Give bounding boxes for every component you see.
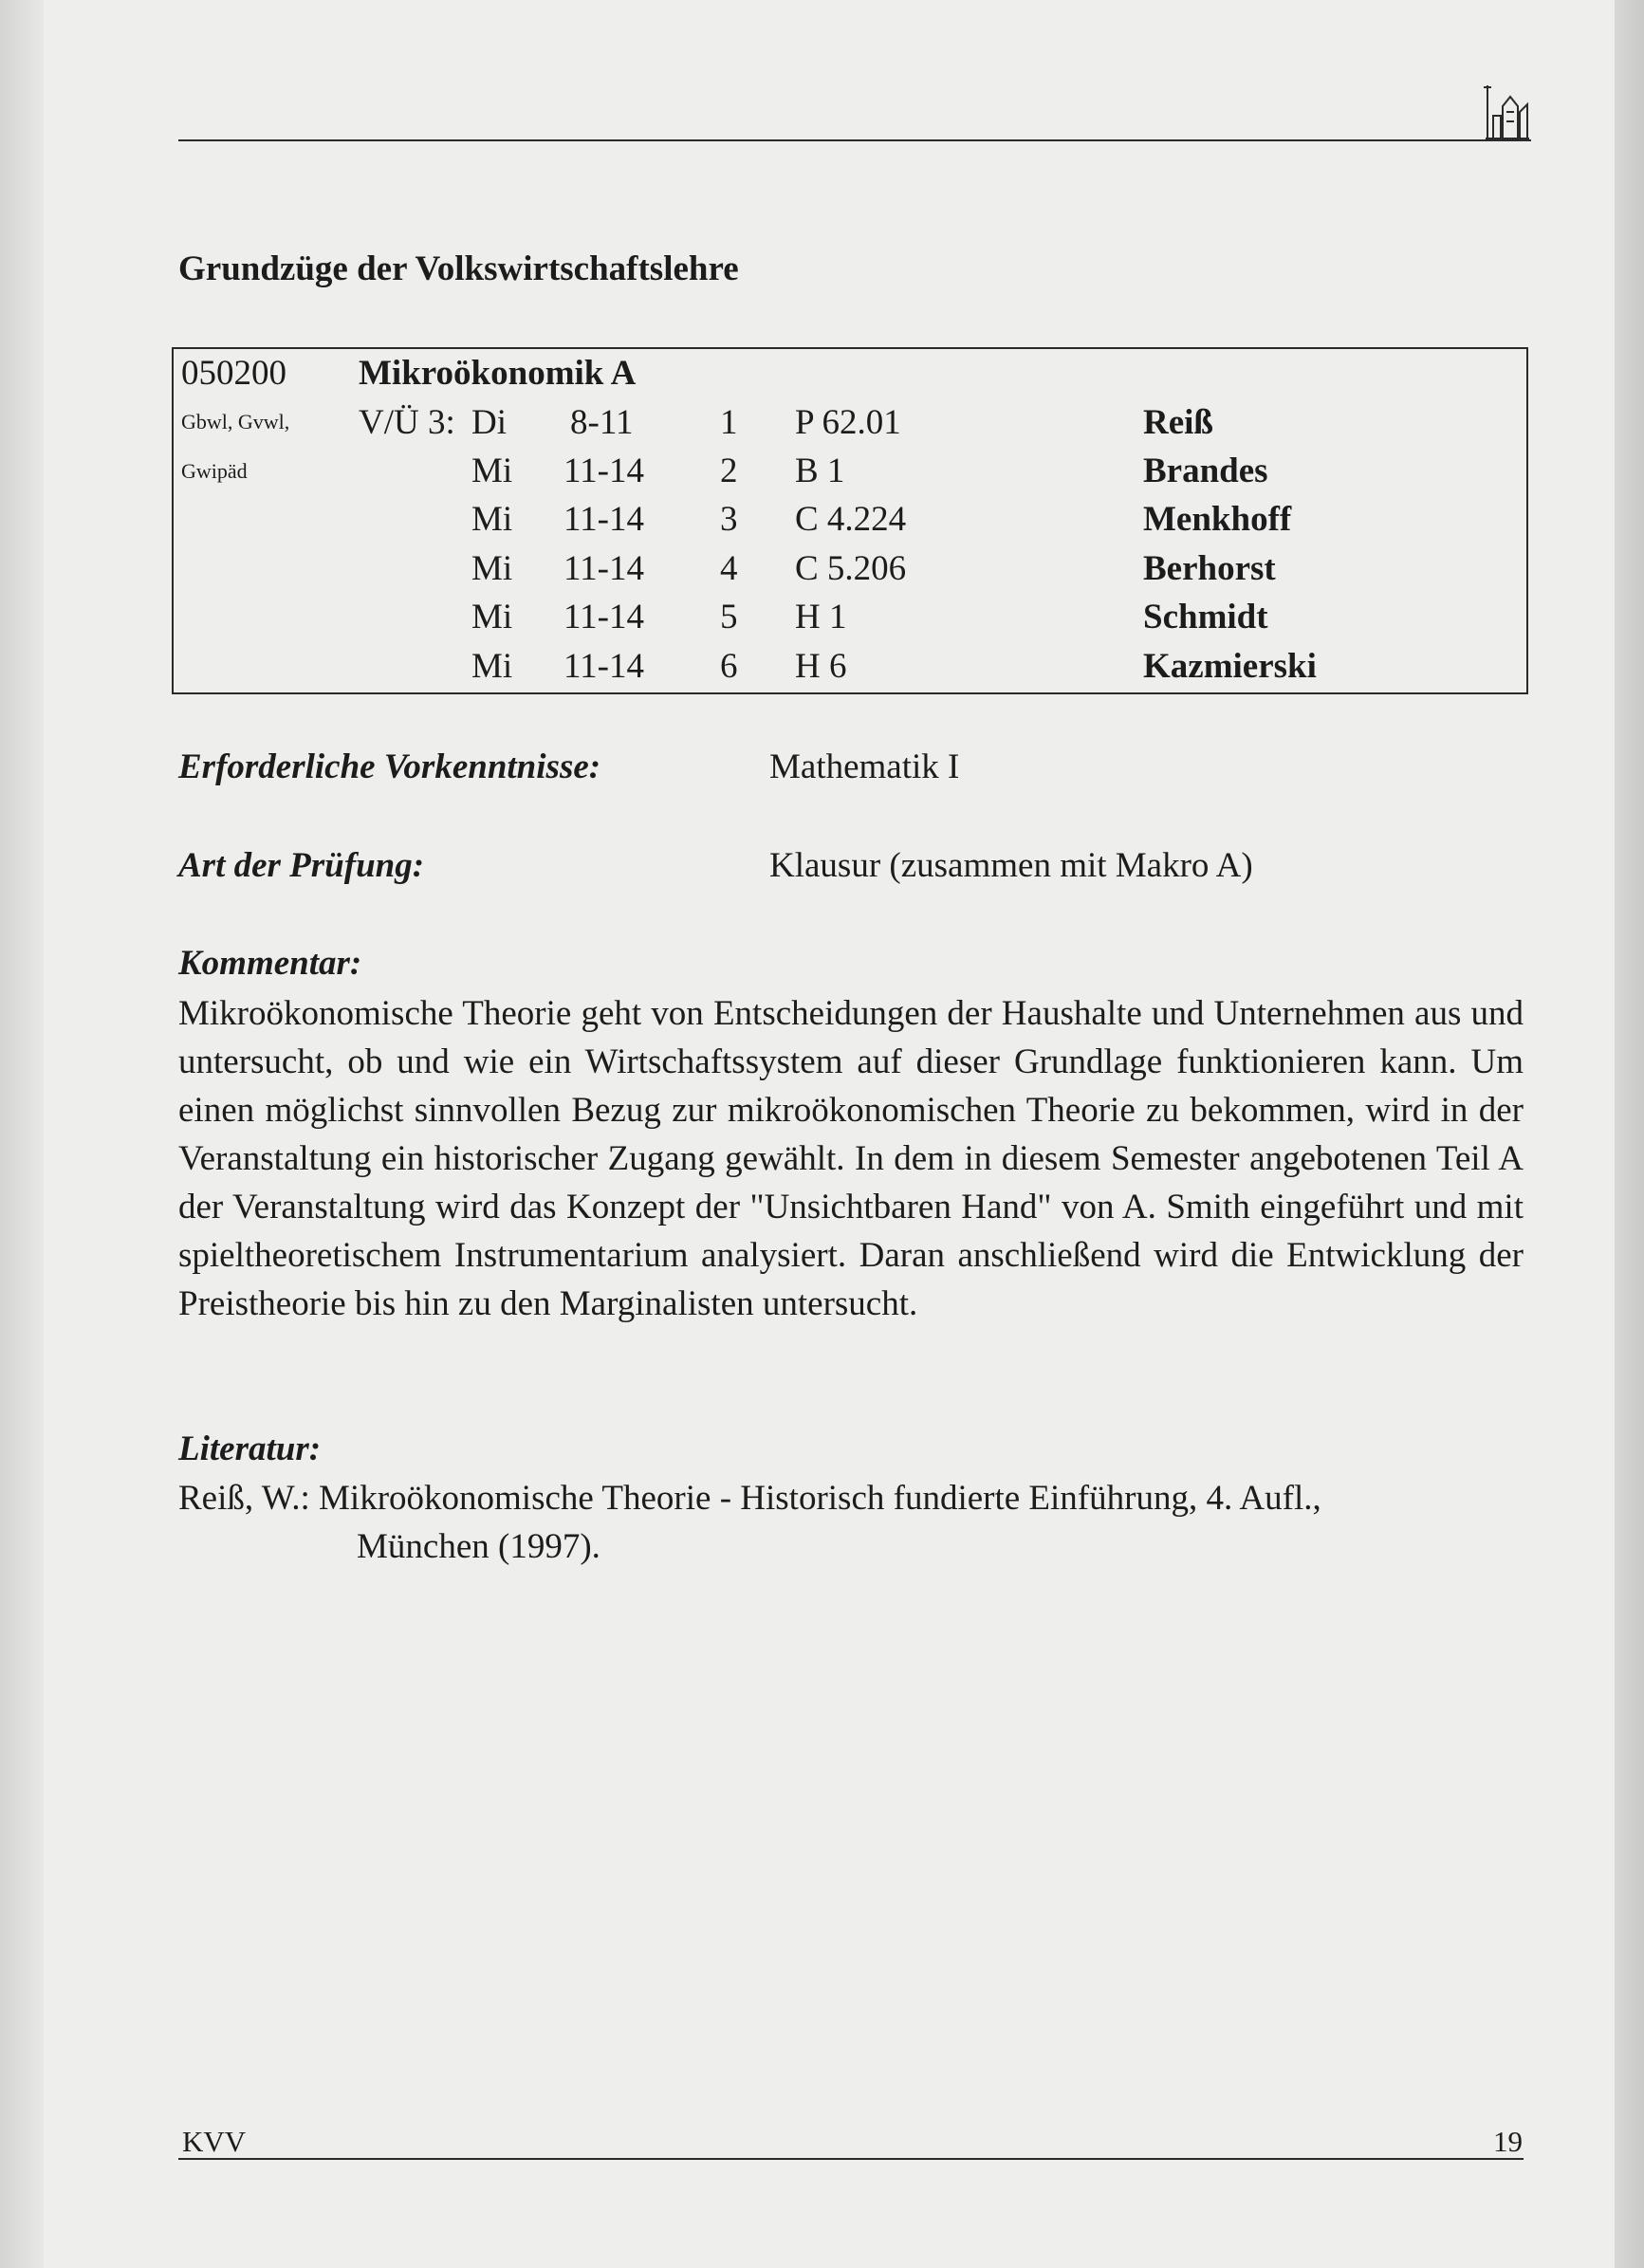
session-lecturer: Schmidt <box>1143 598 1268 636</box>
section-title: Grundzüge der Volkswirtschaftslehre <box>178 249 739 288</box>
session-day: Mi <box>471 647 513 686</box>
footer-rule <box>178 2158 1524 2160</box>
page-left-edge <box>0 0 44 2268</box>
course-program-line-2: Gwipäd <box>181 459 248 483</box>
session-time: 8-11 <box>570 403 634 442</box>
session-time: 11-14 <box>563 500 644 539</box>
session-group: 3 <box>720 500 738 539</box>
session-room: H 1 <box>795 598 847 636</box>
session-lecturer: Brandes <box>1143 452 1268 490</box>
exam-value: Klausur (zusammen mit Makro A) <box>769 846 1253 885</box>
session-lecturer: Menkhoff <box>1143 500 1292 539</box>
session-time: 11-14 <box>563 549 644 588</box>
exam-label: Art der Prüfung: <box>178 846 425 885</box>
commentary-label: Kommentar: <box>178 944 362 983</box>
session-day: Mi <box>471 500 513 539</box>
session-room: B 1 <box>795 452 845 490</box>
commentary-text: Mikroökonomische Theorie geht von Entscheidungen der Haushalte und Unternehmen aus und untersucht, ob und wie ein Wirtschaftssystem auf dieser Grundlage funktionieren kann. Um einen möglichst sinnvollen Bezug zur mikroökonomischen Theorie zu bekommen, wird in der Veranstaltung ein historischer Zugang gewählt. In dem in diesem Semester angebotenen Teil A der Veranstaltung wird das Konzept der "Unsichtbaren Hand" von A. Smith eingeführt und mit spieltheoretischem Instrumentarium analysiert. Daran anschließend wird die Entwicklung der Preistheorie bis hin zu den Marginalisten untersucht. <box>178 994 1524 1323</box>
session-day: Mi <box>471 598 513 636</box>
session-lecturer: Reiß <box>1143 403 1213 442</box>
session-time: 11-14 <box>563 452 644 490</box>
session-room: P 62.01 <box>795 403 901 442</box>
session-group: 1 <box>720 403 738 442</box>
header-rule <box>178 139 1531 141</box>
university-logo-icon <box>1482 80 1531 140</box>
literature-entry-line-2: München (1997). <box>357 1527 600 1566</box>
session-room: C 5.206 <box>795 549 907 588</box>
prerequisites-label: Erforderliche Vorkenntnisse: <box>178 747 601 786</box>
session-lecturer: Berhorst <box>1143 549 1276 588</box>
session-lecturer: Kazmierski <box>1143 647 1317 686</box>
prerequisites-value: Mathematik I <box>769 747 960 786</box>
course-number: 050200 <box>181 354 286 393</box>
session-day: Mi <box>471 452 513 490</box>
literature-label: Literatur: <box>178 1429 322 1468</box>
session-group: 6 <box>720 647 738 686</box>
session-group: 2 <box>720 452 738 490</box>
session-room: H 6 <box>795 647 847 686</box>
session-group: 5 <box>720 598 738 636</box>
session-time: 11-14 <box>563 598 644 636</box>
course-program-line-1: Gbwl, Gvwl, <box>181 410 290 433</box>
session-group: 4 <box>720 549 738 588</box>
session-room: C 4.224 <box>795 500 907 539</box>
session-day: Di <box>471 403 507 442</box>
literature-entry-line-1: Reiß, W.: Mikroökonomische Theorie - Historisch fundierte Einführung, 4. Aufl., <box>178 1479 1321 1518</box>
page-number: 19 <box>1493 2125 1523 2158</box>
footer-label: KVV <box>182 2125 247 2158</box>
page-right-edge <box>1615 0 1644 2268</box>
session-time: 11-14 <box>563 647 644 686</box>
session-day: Mi <box>471 549 513 588</box>
course-type: V/Ü 3: <box>359 403 455 442</box>
course-title: Mikroökonomik A <box>359 354 637 393</box>
